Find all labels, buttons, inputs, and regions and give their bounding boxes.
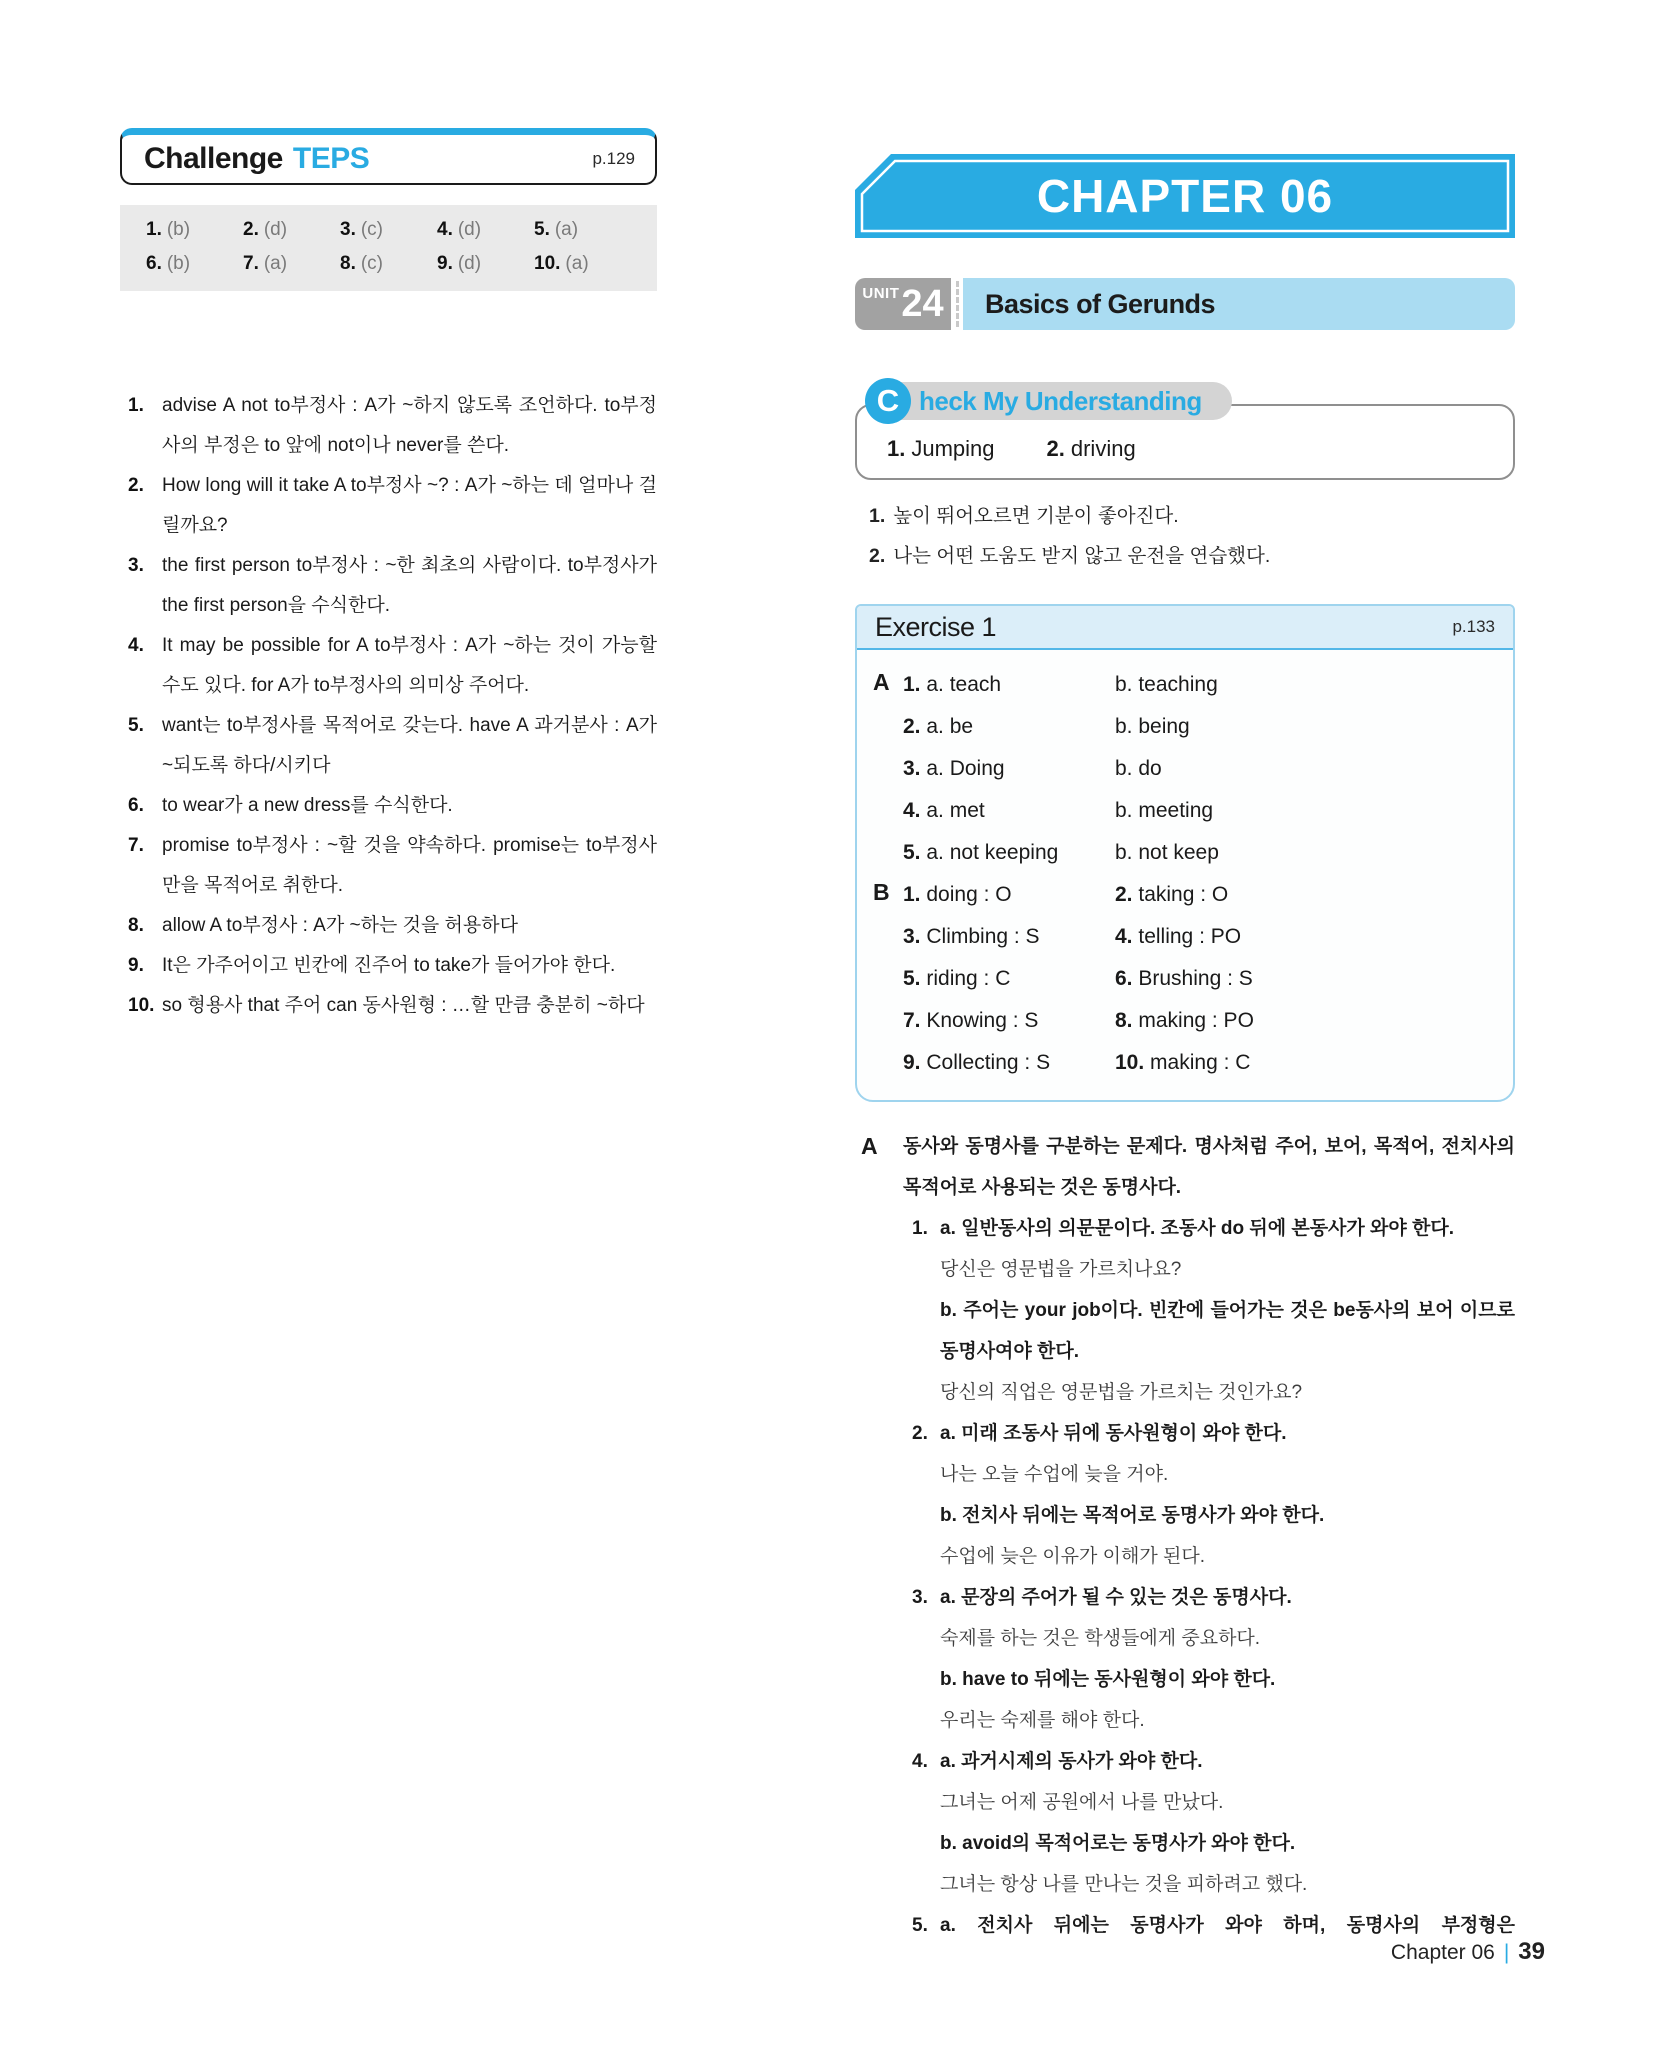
choice-b: b. not keep [1115, 841, 1219, 864]
item-number: 4. [128, 635, 144, 656]
row-number: 3. [903, 925, 921, 948]
row-number: 9. [903, 1051, 921, 1074]
answer-value: making : C [1150, 1051, 1251, 1074]
item-text: so 형용사 that 주어 can 동사원형 : …할 만큼 충분히 ~하다 [162, 995, 645, 1016]
line-b [940, 1290, 1515, 1372]
row-number: 3. [903, 757, 921, 780]
check-notes [869, 496, 1515, 576]
item-number: 2. [128, 475, 144, 496]
answer-right [1115, 916, 1513, 958]
explanation-item [120, 626, 657, 706]
answer-left [903, 1042, 1115, 1084]
choice-a: a. Doing [926, 757, 1005, 780]
item-number: 8. [128, 915, 144, 936]
row-number: 7. [903, 1009, 921, 1032]
item-text: want는 to부정사를 목적어로 갖는다. have A 과거분사 : A가 ~되도록 하다/시키다 [162, 715, 657, 776]
sub-text: 주어는 your job이다. 빈칸에 들어가는 것은 be동사의 보어 이므로 동명사여야 한다. [940, 1300, 1515, 1362]
answer-number: 2. [243, 219, 259, 240]
answer-cell [437, 215, 534, 245]
exercise1-header [857, 606, 1513, 650]
sub-label: b. [940, 1300, 957, 1321]
explanation-item [120, 906, 657, 946]
explanation-item [120, 986, 657, 1026]
intro-text: 동사와 동명사를 구분하는 문제다. 명사처럼 주어, 보어, 목적어, 전치사의 목적어로 사용되는 것은 동명사다. [903, 1136, 1515, 1198]
item-text: the first person to부정사 : ~한 최초의 사람이다. to부정사가 the first person을 수식한다. [162, 555, 657, 616]
item-text: to wear가 a new dress를 수식한다. [162, 795, 453, 816]
answer-value: (b) [166, 253, 191, 274]
note-number: 1. [869, 505, 886, 527]
item-number: 3. [912, 1587, 928, 1608]
section-b-label: B [873, 879, 890, 905]
answer-left [903, 916, 1115, 958]
chapter-banner [855, 154, 1515, 238]
note-text: 높이 뛰어오르면 기분이 좋아진다. [893, 505, 1179, 527]
answer-right [1115, 874, 1513, 916]
item-number: 7. [128, 835, 144, 856]
item-number: 5. [912, 1915, 928, 1936]
item-number: 10. [128, 995, 155, 1016]
check-answers [887, 436, 1493, 462]
answer-number: 4. [437, 219, 453, 240]
item-number: 1. [912, 1218, 928, 1239]
line-b [940, 1495, 1515, 1536]
unit-divider [956, 281, 959, 327]
explanation-a-item [855, 1577, 1515, 1741]
item-number: 3. [128, 555, 144, 576]
explanation-a-item [855, 1741, 1515, 1905]
check-answer [887, 436, 995, 462]
unit-title: Basics of Gerunds [963, 278, 1515, 330]
answer-cell [340, 249, 437, 279]
row-number: 5. [903, 841, 921, 864]
footer-divider: | [1503, 1941, 1510, 1964]
chapter-title: CHAPTER 06 [1036, 170, 1334, 222]
item-text: allow A to부정사 : A가 ~하는 것을 허용하다 [162, 915, 518, 936]
footer-chapter: Chapter 06 [1390, 1941, 1495, 1964]
answer-a [903, 790, 1115, 832]
exercise-row [903, 664, 1513, 706]
row-number: 2. [1115, 883, 1133, 906]
answer-cell [534, 215, 631, 245]
answer-value: riding : C [926, 967, 1011, 990]
item-text: advise A not to부정사 : A가 ~하지 않도록 조언하다. to부정사의 부정은 to 앞에 not이나 never를 쓴다. [162, 395, 657, 456]
answer-value: Brushing : S [1138, 967, 1253, 990]
answer-cell [243, 215, 340, 245]
item-number: 9. [128, 955, 144, 976]
answer-number: 1. [146, 219, 162, 240]
answer-cell [437, 249, 534, 279]
explanation-item [120, 386, 657, 466]
translation-line: 수업에 늦은 이유가 이해가 된다. [940, 1546, 1205, 1567]
answer-value: (b) [166, 219, 191, 240]
item-number: 4. [912, 1751, 928, 1772]
answer-left [903, 874, 1115, 916]
answer-value: Knowing : S [926, 1009, 1039, 1032]
exercise-row [903, 916, 1513, 958]
answer-number: 10. [534, 253, 561, 274]
answer-cell [243, 249, 340, 279]
exercise-row [903, 1000, 1513, 1042]
answer-cell [340, 215, 437, 245]
answer-value: doing : O [926, 883, 1012, 906]
line-a [912, 1208, 1515, 1249]
challenge-page-ref: p.129 [592, 149, 635, 168]
sub-text: avoid의 목적어로는 동명사가 와야 한다. [962, 1833, 1296, 1854]
line-b [940, 1823, 1515, 1864]
answer-value: (a) [554, 219, 579, 240]
unit-bar [855, 278, 1515, 330]
row-number: 8. [1115, 1009, 1133, 1032]
answer-right [1115, 958, 1513, 1000]
answer-left [903, 958, 1115, 1000]
section-a-label: A [873, 669, 890, 695]
row-number: 4. [1115, 925, 1133, 948]
right-column [855, 126, 1515, 1946]
check-heading: heck My Understanding [919, 385, 1202, 416]
choice-a: a. met [926, 799, 985, 822]
exercise1-page-ref: p.133 [1452, 617, 1495, 636]
answer-number: 7. [243, 253, 259, 274]
footer-page-number: 39 [1518, 1938, 1545, 1965]
answer-number: 1. [887, 436, 906, 461]
explanation-item [120, 946, 657, 986]
answer-value: (c) [360, 219, 384, 240]
row-number: 5. [903, 967, 921, 990]
explanation-item [120, 706, 657, 786]
explanation-a-intro [855, 1126, 1515, 1208]
exercise1-box [855, 604, 1515, 1102]
answer-cell [146, 215, 243, 245]
answer-value: (c) [360, 253, 384, 274]
challenge-teps-header [120, 128, 657, 185]
explanation-item [120, 786, 657, 826]
sub-text: 일반동사의 의문문이다. 조동사 do 뒤에 본동사가 와야 한다. [961, 1218, 1455, 1239]
answer-a [903, 664, 1115, 706]
exercise-row [903, 832, 1513, 874]
exercise1-section-b [857, 874, 1513, 1084]
choice-b: b. teaching [1115, 673, 1218, 696]
answer-value: taking : O [1138, 883, 1229, 906]
answer-a [903, 706, 1115, 748]
answer-value: Collecting : S [926, 1051, 1051, 1074]
sub-label: b. [940, 1505, 957, 1526]
row-number: 1. [903, 883, 921, 906]
answer-right [1115, 1042, 1513, 1084]
check-my-understanding-header [867, 382, 1232, 420]
sub-label: b. [940, 1669, 957, 1690]
exercise1-title: Exercise 1 [875, 611, 997, 642]
unit-badge [855, 278, 951, 330]
sub-text: 과거시제의 동사가 와야 한다. [961, 1751, 1203, 1772]
answer-value: telling : PO [1138, 925, 1242, 948]
note-number: 2. [869, 545, 886, 567]
challenge-title-accent: TEPS [292, 142, 370, 175]
sub-text: 전치사 뒤에는 목적어로 동명사가 와야 한다. [962, 1505, 1325, 1526]
page-footer [855, 1938, 1545, 1966]
row-number: 6. [1115, 967, 1133, 990]
explanation-a-item [855, 1208, 1515, 1413]
answer-value: driving [1070, 436, 1136, 461]
note-item [869, 496, 1515, 536]
item-text: promise to부정사 : ~할 것을 약속하다. promise는 to부정사만을 목적어로 취한다. [162, 835, 657, 896]
translation-line: 그녀는 어제 공원에서 나를 만났다. [940, 1792, 1224, 1813]
exercise-row [903, 874, 1513, 916]
exercise-row [903, 790, 1513, 832]
explanation-a-item [855, 1413, 1515, 1577]
answer-number: 8. [340, 253, 356, 274]
section-a-label: A [861, 1133, 878, 1159]
choice-a: a. teach [926, 673, 1002, 696]
unit-number: 24 [901, 282, 944, 325]
exercise-row [903, 1042, 1513, 1084]
row-number: 10. [1115, 1051, 1145, 1074]
answer-number: 6. [146, 253, 162, 274]
choice-b: b. being [1115, 715, 1190, 738]
translation-line: 당신은 영문법을 가르치나요? [940, 1259, 1182, 1280]
answer-value: (a) [565, 253, 589, 274]
note-item [869, 536, 1515, 576]
item-number: 1. [128, 395, 144, 416]
row-number: 1. [903, 673, 921, 696]
line-a [912, 1577, 1515, 1618]
sub-text: 전치사 뒤에는 동명사가 와야 하며, 동명사의 부정형은 [977, 1915, 1515, 1936]
explanation-item [120, 546, 657, 626]
answer-number: 9. [437, 253, 453, 274]
translation-line: 당신의 직업은 영문법을 가르치는 것인가요? [940, 1382, 1303, 1403]
exercise1-body [857, 650, 1513, 1100]
sub-label: a. [940, 1751, 956, 1772]
choice-a: a. not keeping [926, 841, 1059, 864]
exercise-row [903, 748, 1513, 790]
choice-a: a. be [926, 715, 974, 738]
check-answer [1047, 436, 1136, 462]
answer-right [1115, 1000, 1513, 1042]
answer-left [903, 1000, 1115, 1042]
answer-cell [534, 249, 631, 279]
note-text: 나는 어떤 도움도 받지 않고 운전을 연습했다. [893, 545, 1271, 567]
answer-value: Climbing : S [926, 925, 1040, 948]
sub-text: have to 뒤에는 동사원형이 와야 한다. [962, 1669, 1276, 1690]
item-number: 6. [128, 795, 144, 816]
answer-value: (d) [457, 253, 482, 274]
choice-b: b. do [1115, 757, 1162, 780]
answer-number: 5. [534, 219, 550, 240]
sub-text: 문장의 주어가 될 수 있는 것은 동명사다. [961, 1587, 1292, 1608]
sub-label: b. [940, 1833, 957, 1854]
item-text: It은 가주어이고 빈칸에 진주어 to take가 들어가야 한다. [162, 955, 616, 976]
check-initial-badge: C [865, 378, 911, 424]
answer-a [903, 832, 1115, 874]
row-number: 4. [903, 799, 921, 822]
challenge-title: Challenge [144, 142, 283, 175]
answer-number: 2. [1046, 436, 1065, 461]
answer-value: (d) [263, 219, 288, 240]
item-number: 2. [912, 1423, 928, 1444]
exercise1-section-a [857, 664, 1513, 874]
challenge-answer-box [120, 205, 657, 291]
answer-value: (a) [263, 253, 288, 274]
sub-label: a. [940, 1915, 956, 1936]
translation-line: 나는 오늘 수업에 늦을 거야. [940, 1464, 1169, 1485]
item-text: It may be possible for A to부정사 : A가 ~하는 것이 가능할 수도 있다. for A가 to부정사의 의미상 주어다. [162, 635, 657, 696]
answer-a [903, 748, 1115, 790]
challenge-explanations [120, 386, 657, 1026]
line-b [940, 1659, 1515, 1700]
answer-number: 3. [340, 219, 356, 240]
translation-line: 숙제를 하는 것은 학생들에게 중요하다. [940, 1628, 1261, 1649]
sub-label: a. [940, 1587, 956, 1608]
answer-value: Jumping [911, 436, 995, 461]
exercise-row [903, 958, 1513, 1000]
translation-line: 그녀는 항상 나를 만나는 것을 피하려고 했다. [940, 1874, 1308, 1895]
answer-value: making : PO [1138, 1009, 1254, 1032]
exercise-row [903, 706, 1513, 748]
sub-text: 미래 조동사 뒤에 동사원형이 와야 한다. [961, 1423, 1287, 1444]
item-number: 5. [128, 715, 144, 736]
explanation-section-a [855, 1126, 1515, 1946]
line-a [912, 1741, 1515, 1782]
answer-value: (d) [457, 219, 482, 240]
sub-label: a. [940, 1218, 956, 1239]
line-a [912, 1413, 1515, 1454]
sub-label: a. [940, 1423, 956, 1444]
translation-line: 우리는 숙제를 해야 한다. [940, 1710, 1145, 1731]
explanation-item [120, 826, 657, 906]
row-number: 2. [903, 715, 921, 738]
left-column [120, 128, 657, 1026]
item-text: How long will it take A to부정사 ~? : A가 ~하는 데 얼마나 걸릴까요? [162, 475, 657, 536]
choice-b: b. meeting [1115, 799, 1214, 822]
explanation-item [120, 466, 657, 546]
unit-label: UNIT [862, 285, 900, 302]
answer-cell [146, 249, 243, 279]
